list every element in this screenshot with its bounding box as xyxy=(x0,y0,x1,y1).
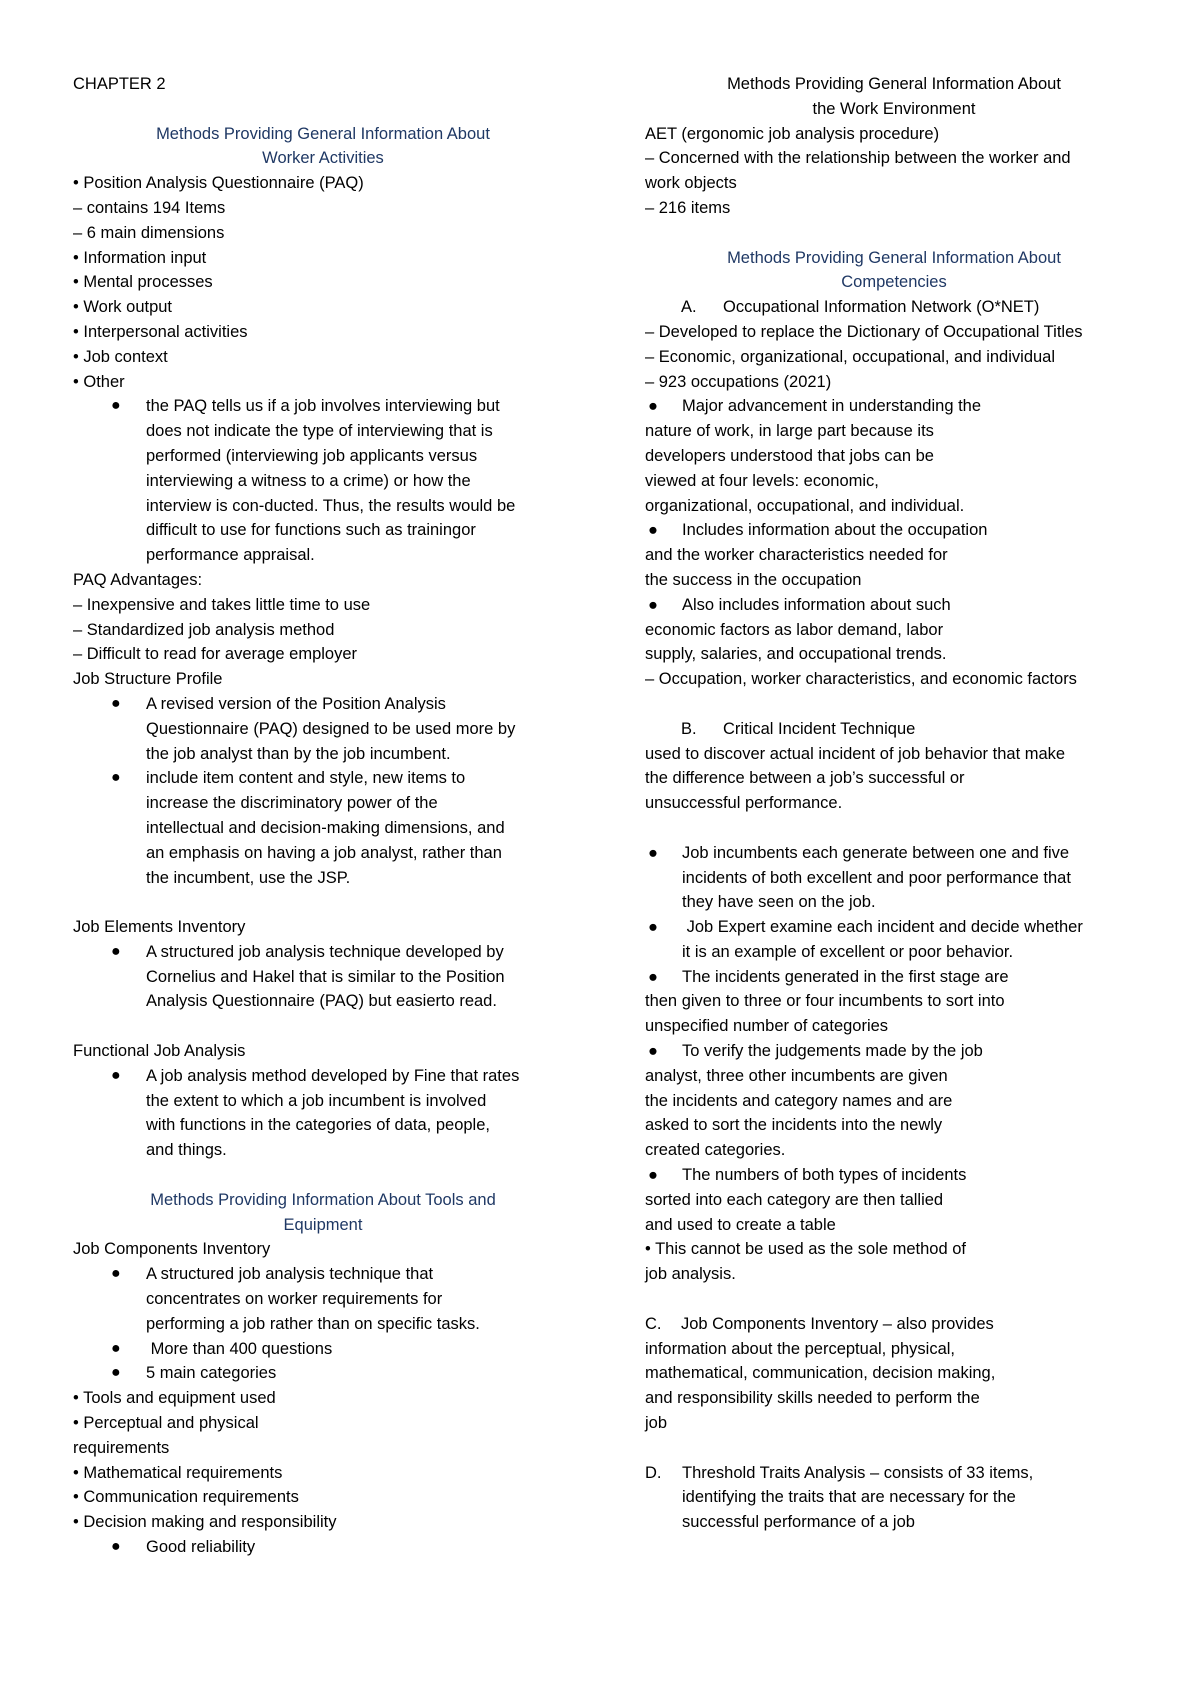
cit-bullet-line: incidents of both excellent and poor performance that xyxy=(682,868,1071,887)
cit-letter: B. xyxy=(681,719,697,738)
cit-bullet-line: Job Expert examine each incident and decide whether xyxy=(682,918,1083,937)
jci-bullet-line: performing a job rather than on specific tasks. xyxy=(146,1314,480,1333)
jci-bullet-line: A structured job analysis technique that xyxy=(146,1265,434,1284)
fja-bullet-line: the extent to which a job incumbent is involved xyxy=(146,1091,487,1110)
jsp-bullet-line: the job analyst than by the job incumbent. xyxy=(146,744,451,763)
onet-line: – 923 occupations (2021) xyxy=(645,372,832,391)
cit-bullet-line: they have seen on the job. xyxy=(682,893,876,912)
onet-bullet-text: Also includes information about such xyxy=(682,595,951,614)
cit-bullet xyxy=(645,841,1143,915)
cit-title xyxy=(645,717,1143,742)
cit-line: • This cannot be used as the sole method of xyxy=(645,1240,967,1259)
cit-line: used to discover actual incident of job behavior that make xyxy=(645,744,1066,763)
paq-bullet-line: performance appraisal. xyxy=(146,546,315,565)
cit-bullet-line: it is an example of excellent or poor behavior. xyxy=(682,942,1014,961)
cit-line: then given to three or four incumbents to sort into xyxy=(645,992,1005,1011)
left-column xyxy=(73,72,573,1560)
cit-line: analyst, three other incumbents are given xyxy=(645,1066,948,1085)
onet-bullet xyxy=(645,593,1143,618)
bullet-icon: ● xyxy=(111,397,121,415)
onet-line: the success in the occupation xyxy=(645,570,862,589)
jci-line: information about the perceptual, physical, xyxy=(645,1339,956,1358)
bullet-icon: ● xyxy=(648,1166,658,1185)
fja-bullet-line: A job analysis method developed by Fine that rates xyxy=(146,1066,520,1085)
onet-bullet-text: Major advancement in understanding the xyxy=(682,397,982,416)
jci-category-line: • Tools and equipment used xyxy=(73,1389,276,1408)
jci-category-line: • Mathematical requirements xyxy=(73,1463,283,1482)
cit-bullet-text: To verify the judgements made by the job xyxy=(682,1042,983,1061)
jci-entry xyxy=(645,1312,1143,1337)
bullet-icon: ● xyxy=(648,843,658,862)
cit-line: the difference between a job’s successful or xyxy=(645,769,965,788)
onet-letter: A. xyxy=(681,298,697,317)
fja-bullet-line: with functions in the categories of data, people, xyxy=(146,1116,490,1135)
cit-line: unsuccessful performance. xyxy=(645,794,843,813)
jci-category-line: • Perceptual and physical xyxy=(73,1414,259,1433)
cit-line: created categories. xyxy=(645,1141,786,1160)
heading-work-environment-2: the Work Environment xyxy=(812,99,976,118)
paq-line: • Job context xyxy=(73,347,168,366)
onet-line: organizational, occupational, and individual. xyxy=(645,496,965,515)
onet-line: – Economic, organizational, occupational, and individual xyxy=(645,347,1056,366)
onet-line: – Occupation, worker characteristics, and economic factors xyxy=(645,670,1077,689)
tta-letter: D. xyxy=(645,1463,662,1482)
heading-competencies-1: Methods Providing General Information About xyxy=(727,248,1061,267)
bullet-icon: ● xyxy=(111,1066,121,1084)
jei-bullet-line: Cornelius and Hakel that is similar to the Position xyxy=(146,967,505,986)
jei-bullet xyxy=(73,940,573,1014)
paq-bullet-line: difficult to use for functions such as trainingor xyxy=(146,521,476,540)
cit-title-text: Critical Incident Technique xyxy=(723,719,916,738)
bullet-icon: ● xyxy=(648,521,658,540)
jei-bullet-line: A structured job analysis technique developed by xyxy=(146,942,504,961)
cit-bullet xyxy=(645,1163,1143,1188)
onet-line: supply, salaries, and occupational trends. xyxy=(645,645,947,664)
bullet-icon: ● xyxy=(648,1042,658,1061)
aet-line: AET (ergonomic job analysis procedure) xyxy=(645,124,940,143)
bullet-icon: ● xyxy=(648,397,658,416)
paq-line: • Interpersonal activities xyxy=(73,322,248,341)
onet-line: – Developed to replace the Dictionary of Occupational Titles xyxy=(645,322,1083,341)
bullet-icon: ● xyxy=(111,694,121,712)
paq-bullet-line: the PAQ tells us if a job involves interviewing but xyxy=(146,397,500,416)
cit-bullet-text: The incidents generated in the first stage are xyxy=(682,967,1009,986)
jci-line: Job Components Inventory – also provides xyxy=(681,1314,994,1333)
cit-line: sorted into each category are then tallied xyxy=(645,1190,944,1209)
chapter-title: CHAPTER 2 xyxy=(73,75,166,93)
bullet-icon: ● xyxy=(111,1538,121,1556)
cit-bullet xyxy=(645,965,1143,990)
paq-bullet-line: performed (interviewing job applicants versus xyxy=(146,446,478,465)
paq-advantages-line: – Inexpensive and takes little time to use xyxy=(73,595,371,614)
jci-category-line: requirements xyxy=(73,1438,170,1457)
heading-competencies-2: Competencies xyxy=(841,273,947,292)
jci-line: and responsibility skills needed to perform the xyxy=(645,1389,980,1408)
onet-line: viewed at four levels: economic, xyxy=(645,471,879,490)
cit-bullet-line: Job incumbents each generate between one and five xyxy=(682,843,1070,862)
onet-title xyxy=(645,295,1143,320)
tta-entry xyxy=(645,1461,1143,1535)
cit-bullet xyxy=(645,1039,1143,1064)
jci-bullet xyxy=(73,1337,573,1362)
job-elements-inventory-title: Job Elements Inventory xyxy=(73,918,246,937)
document-page xyxy=(73,72,1143,1560)
jsp-bullet-line: an emphasis on having a job analyst, rather than xyxy=(146,843,502,862)
paq-line: • Mental processes xyxy=(73,273,213,292)
jci-bullet xyxy=(73,1361,573,1386)
bullet-icon: ● xyxy=(111,1265,121,1283)
paq-advantages-line: PAQ Advantages: xyxy=(73,570,203,589)
tta-line: successful performance of a job xyxy=(682,1513,915,1532)
paq-line: • Other xyxy=(73,372,125,391)
cit-line: the incidents and category names and are xyxy=(645,1091,953,1110)
paq-line: – 6 main dimensions xyxy=(73,223,225,242)
cit-line: unspecified number of categories xyxy=(645,1017,889,1036)
onet-line: nature of work, in large part because its xyxy=(645,422,934,441)
onet-bullet xyxy=(645,518,1143,543)
jci-bullet xyxy=(73,1535,573,1560)
jsp-bullet-line: increase the discriminatory power of the xyxy=(146,794,438,813)
onet-line: economic factors as labor demand, labor xyxy=(645,620,944,639)
heading-worker-activities-2: Worker Activities xyxy=(262,149,384,168)
jci-bullet-line: concentrates on worker requirements for xyxy=(146,1290,443,1309)
onet-bullet xyxy=(645,394,1143,419)
heading-work-environment-1: Methods Providing General Information About xyxy=(727,75,1061,93)
paq-line: • Work output xyxy=(73,298,173,317)
fja-bullet-line: and things. xyxy=(146,1141,227,1160)
jsp-bullet-line: intellectual and decision-making dimensions, and xyxy=(146,818,505,837)
paq-bullet xyxy=(73,394,573,568)
bullet-icon: ● xyxy=(111,769,121,787)
jci-bullet-line: More than 400 questions xyxy=(146,1339,333,1358)
right-column xyxy=(645,72,1143,1560)
paq-advantages-line: – Difficult to read for average employer xyxy=(73,645,358,664)
jci-letter: C. xyxy=(645,1314,662,1333)
functional-job-analysis-title: Functional Job Analysis xyxy=(73,1042,246,1061)
tta-line: Threshold Traits Analysis – consists of 33 items, xyxy=(682,1463,1034,1482)
cit-bullet xyxy=(645,915,1143,965)
jci-category-line: • Communication requirements xyxy=(73,1488,299,1507)
bullet-icon: ● xyxy=(111,1364,121,1382)
aet-line: – 216 items xyxy=(645,198,731,217)
cit-bullet-text: The numbers of both types of incidents xyxy=(682,1166,967,1185)
jsp-bullet-line: include item content and style, new items to xyxy=(146,769,466,788)
aet-line: work objects xyxy=(645,174,737,193)
paq-advantages-line: – Standardized job analysis method xyxy=(73,620,335,639)
heading-tools-equipment-1: Methods Providing Information About Tools and xyxy=(150,1190,496,1209)
jsp-bullet-line: A revised version of the Position Analysis xyxy=(146,694,446,713)
jci-bullet-line: 5 main categories xyxy=(146,1364,277,1383)
aet-line: – Concerned with the relationship between the worker and xyxy=(645,149,1071,168)
cit-line: asked to sort the incidents into the newly xyxy=(645,1116,943,1135)
paq-bullet-line: interview is con-ducted. Thus, the results would be xyxy=(146,496,516,515)
jci-bullet-line: Good reliability xyxy=(146,1538,256,1557)
tta-line: identifying the traits that are necessary for the xyxy=(682,1488,1016,1507)
jsp-bullet xyxy=(73,766,573,890)
jci-bullet xyxy=(73,1262,573,1336)
cit-line: job analysis. xyxy=(645,1265,736,1284)
bullet-icon: ● xyxy=(111,1339,121,1357)
onet-bullet-text: Includes information about the occupation xyxy=(682,521,988,540)
paq-line: • Position Analysis Questionnaire (PAQ) xyxy=(73,174,364,193)
paq-bullet-line: interviewing a witness to a crime) or how the xyxy=(146,471,471,490)
bullet-icon: ● xyxy=(648,595,658,614)
jci-category-line: • Decision making and responsibility xyxy=(73,1513,337,1532)
jsp-bullet-line: Questionnaire (PAQ) designed to be used more by xyxy=(146,719,516,738)
heading-worker-activities-1: Methods Providing General Information About xyxy=(156,124,490,143)
bullet-icon: ● xyxy=(648,967,658,986)
jsp-bullet-line: the incumbent, use the JSP. xyxy=(146,868,351,887)
onet-line: developers understood that jobs can be xyxy=(645,446,934,465)
job-structure-profile-title: Job Structure Profile xyxy=(73,670,223,689)
paq-line: • Information input xyxy=(73,248,207,267)
job-components-inventory-title: Job Components Inventory xyxy=(73,1240,271,1259)
cit-line: and used to create a table xyxy=(645,1215,836,1234)
bullet-icon: ● xyxy=(648,918,658,937)
jci-line: mathematical, communication, decision making, xyxy=(645,1364,996,1383)
onet-line: and the worker characteristics needed for xyxy=(645,546,948,565)
onet-title-text: Occupational Information Network (O*NET) xyxy=(723,298,1040,317)
jsp-bullet xyxy=(73,692,573,766)
paq-bullet-line: does not indicate the type of interviewing that is xyxy=(146,422,493,441)
jci-line: job xyxy=(645,1414,668,1433)
fja-bullet xyxy=(73,1064,573,1163)
jei-bullet-line: Analysis Questionnaire (PAQ) but easierto read. xyxy=(146,992,497,1011)
paq-line: – contains 194 Items xyxy=(73,198,226,217)
heading-tools-equipment-2: Equipment xyxy=(283,1215,363,1234)
bullet-icon: ● xyxy=(111,942,121,960)
